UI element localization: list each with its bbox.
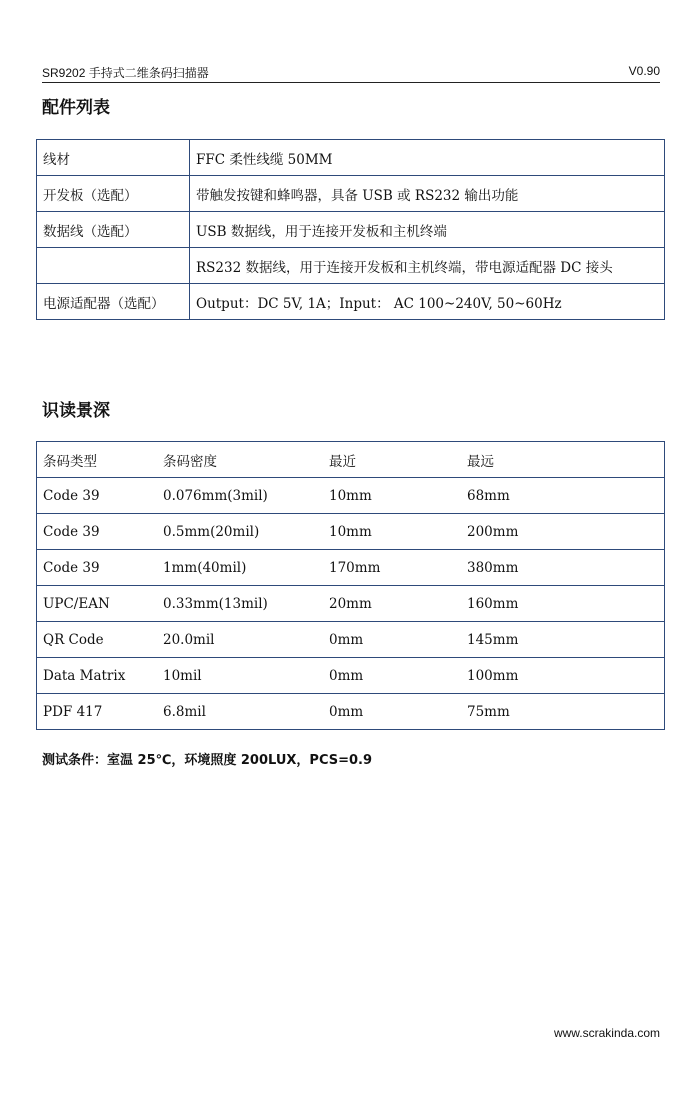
table-row — [37, 284, 665, 320]
density-cell: 0.5mm(20mil) — [157, 514, 323, 550]
density-cell: 6.8mil — [157, 694, 323, 730]
near-cell: 0mm — [323, 622, 461, 658]
test-conditions-note: 测试条件：室温 25℃，环境照度 200LUX，PCS=0.9 — [42, 753, 373, 768]
barcode-type-cell: QR Code — [37, 622, 158, 658]
table-row — [37, 140, 665, 176]
far-cell: 100mm — [461, 658, 665, 694]
near-cell: 0mm — [323, 658, 461, 694]
barcode-type-cell: Code 39 — [37, 514, 158, 550]
far-cell: 68mm — [461, 478, 665, 514]
page-header — [42, 62, 660, 83]
column-header-barcode-type: 条码类型 — [37, 442, 158, 478]
table-row — [37, 478, 665, 514]
far-cell: 75mm — [461, 694, 665, 730]
table-row — [37, 248, 665, 284]
barcode-type-cell: Code 39 — [37, 478, 158, 514]
near-cell: 10mm — [323, 514, 461, 550]
table-row — [37, 622, 665, 658]
table-row — [37, 694, 665, 730]
far-cell: 380mm — [461, 550, 665, 586]
barcode-type-cell: UPC/EAN — [37, 586, 158, 622]
accessories-table — [36, 139, 665, 320]
accessory-label — [37, 248, 190, 284]
table-row — [37, 586, 665, 622]
accessory-value: RS232 数据线，用于连接开发板和主机终端，带电源适配器 DC 接头 — [190, 248, 665, 284]
column-header-density: 条码密度 — [157, 442, 323, 478]
accessory-value: Output：DC 5V, 1A；Input： AC 100~240V, 50~60Hz — [190, 284, 665, 320]
column-header-near: 最近 — [323, 442, 461, 478]
document-title: SR9202 手持式二维条码扫描器 — [42, 66, 209, 80]
far-cell: 200mm — [461, 514, 665, 550]
near-cell: 10mm — [323, 478, 461, 514]
accessory-label: 开发板（选配） — [37, 176, 190, 212]
far-cell: 145mm — [461, 622, 665, 658]
table-row — [37, 176, 665, 212]
accessory-value: FFC 柔性线缆 50MM — [190, 140, 665, 176]
barcode-type-cell: Data Matrix — [37, 658, 158, 694]
table-row — [37, 550, 665, 586]
density-cell: 10mil — [157, 658, 323, 694]
accessories-section-title: 配件列表 — [42, 98, 110, 118]
accessory-label: 电源适配器（选配） — [37, 284, 190, 320]
table-row — [37, 212, 665, 248]
document-version: V0.90 — [628, 64, 660, 78]
accessory-label: 数据线（选配） — [37, 212, 190, 248]
barcode-type-cell: Code 39 — [37, 550, 158, 586]
density-cell: 0.33mm(13mil) — [157, 586, 323, 622]
density-cell: 0.076mm(3mil) — [157, 478, 323, 514]
accessory-label: 线材 — [37, 140, 190, 176]
footer-website: www.scrakinda.com — [553, 1026, 660, 1040]
density-cell: 1mm(40mil) — [157, 550, 323, 586]
depth-of-field-section-title: 识读景深 — [42, 401, 110, 421]
table-row — [37, 658, 665, 694]
near-cell: 0mm — [323, 694, 461, 730]
near-cell: 170mm — [323, 550, 461, 586]
density-cell: 20.0mil — [157, 622, 323, 658]
depth-of-field-table — [36, 441, 665, 730]
near-cell: 20mm — [323, 586, 461, 622]
column-header-far: 最远 — [461, 442, 665, 478]
barcode-type-cell: PDF 417 — [37, 694, 158, 730]
table-header-row — [37, 442, 665, 478]
accessory-value: USB 数据线，用于连接开发板和主机终端 — [190, 212, 665, 248]
far-cell: 160mm — [461, 586, 665, 622]
accessory-value: 带触发按键和蜂鸣器，具备 USB 或 RS232 输出功能 — [190, 176, 665, 212]
table-row — [37, 514, 665, 550]
